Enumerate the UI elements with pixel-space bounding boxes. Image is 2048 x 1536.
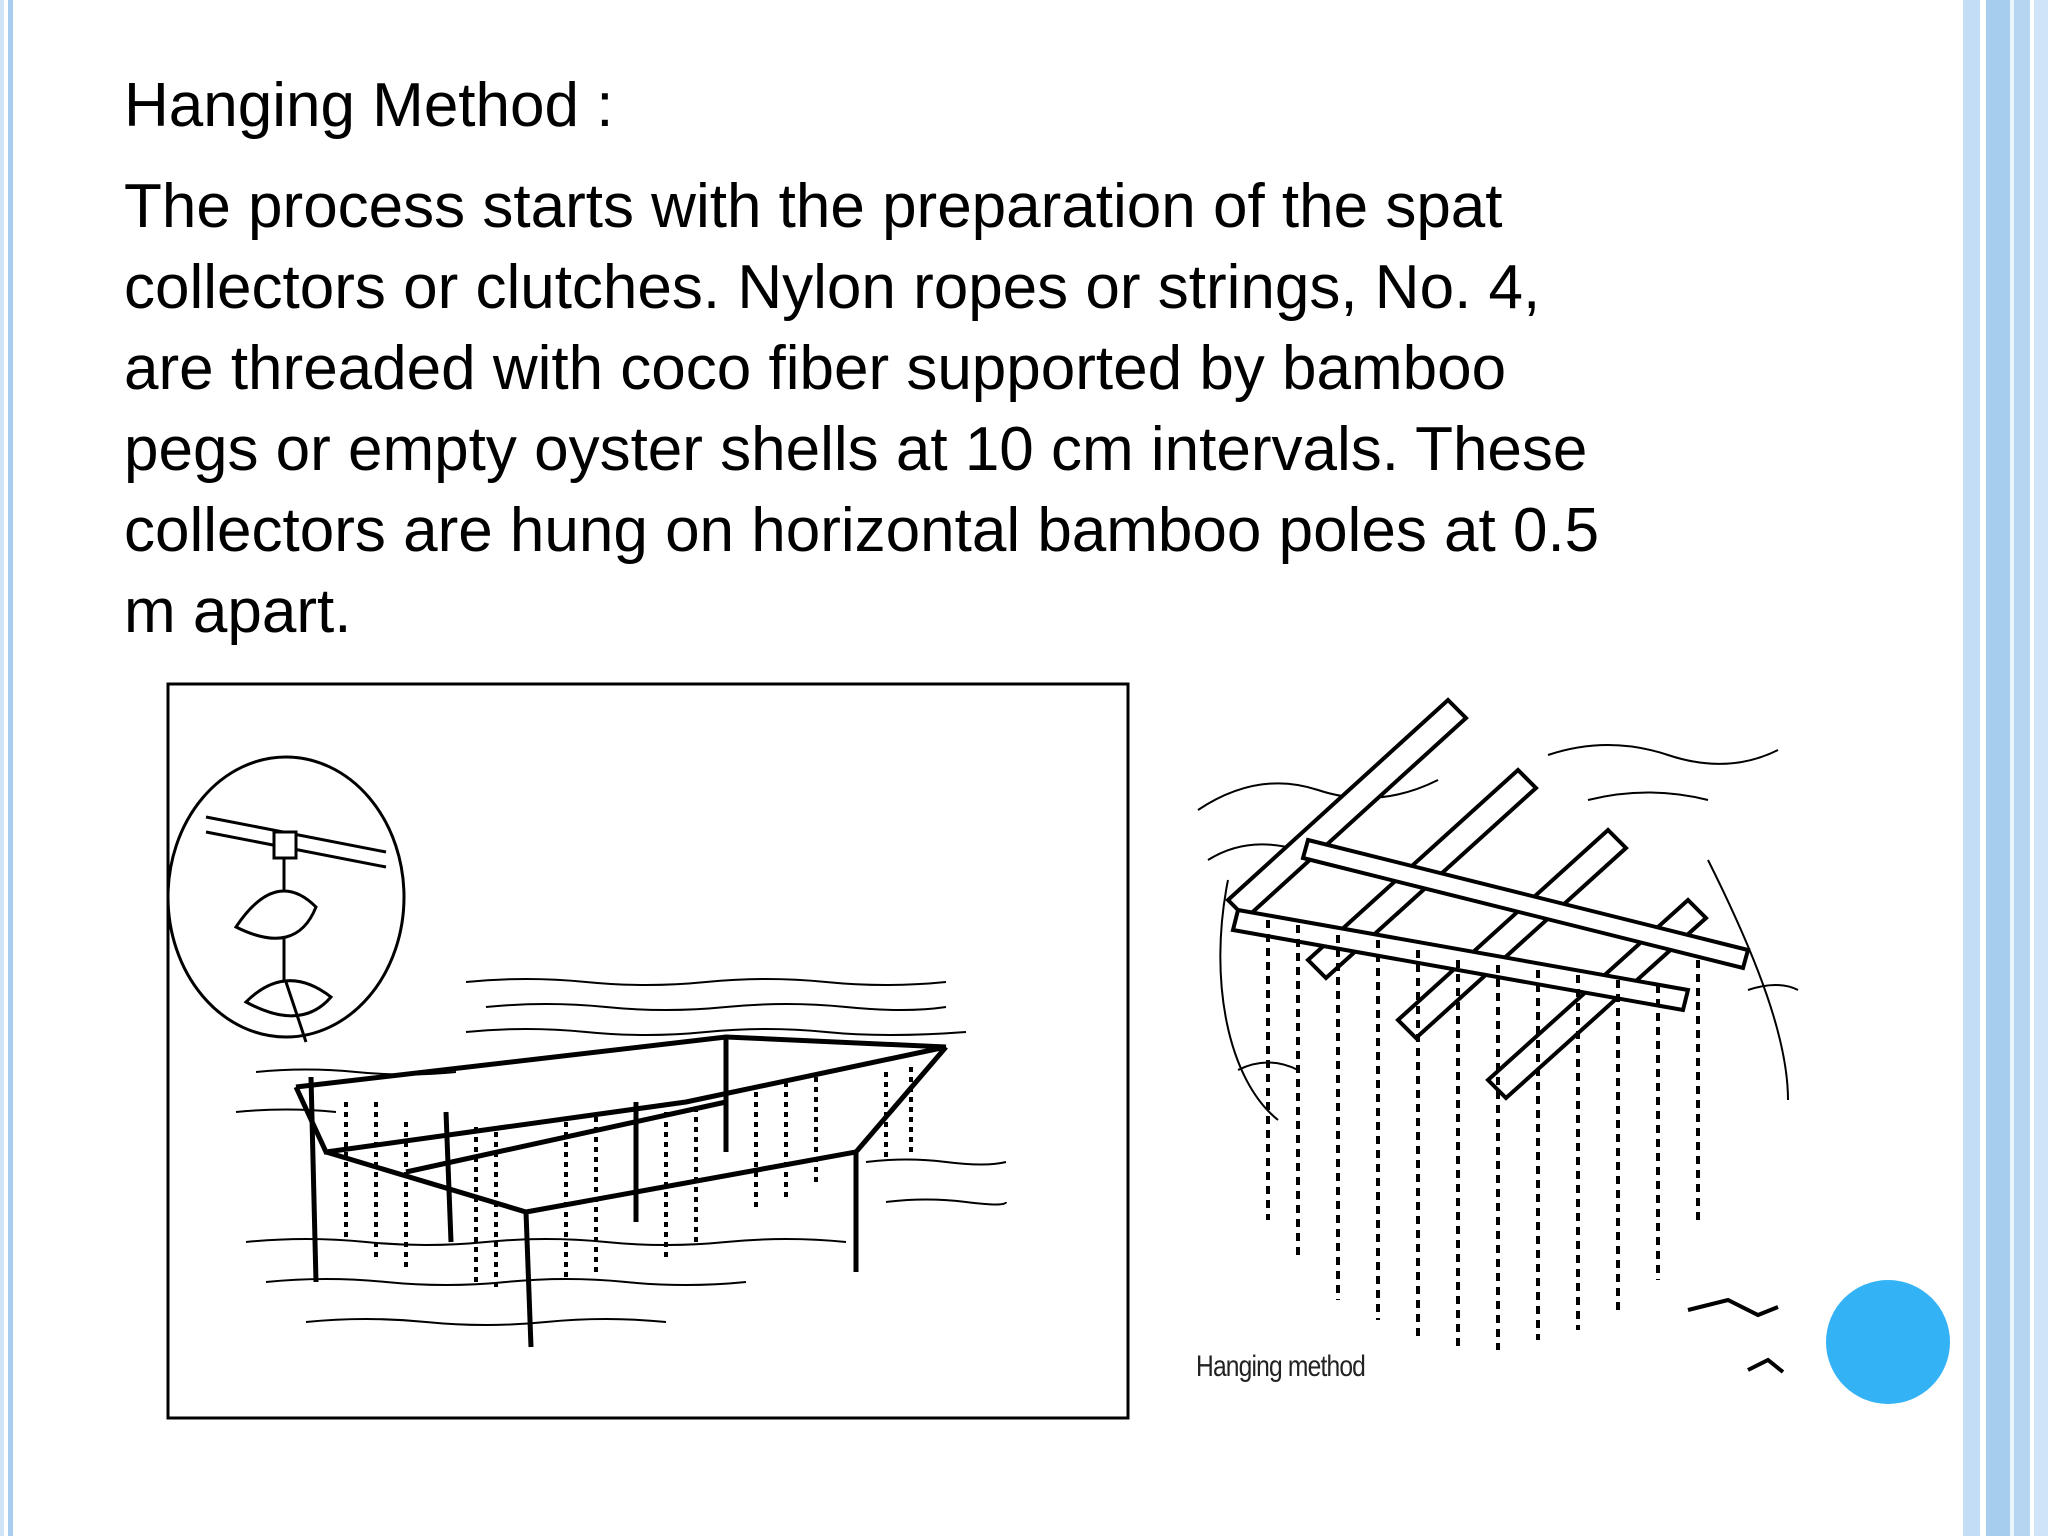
right-decorative-border xyxy=(1958,0,2048,1536)
slide-body-text xyxy=(124,166,1914,652)
oyster-rack-illustration xyxy=(166,682,1130,1420)
slide-title: Hanging Method : xyxy=(124,71,614,140)
body-line: The process starts with the preparation of the spat xyxy=(124,172,1503,241)
body-line: collectors are hung on horizontal bamboo poles at 0.5 xyxy=(124,496,1600,565)
body-line: m apart. xyxy=(124,577,352,646)
figure-caption: Hanging method xyxy=(1196,1350,1366,1383)
slide-marker-dot xyxy=(1826,1280,1950,1404)
body-line: collectors or clutches. Nylon ropes or strings, No. 4, xyxy=(124,253,1541,322)
bamboo-lattice-illustration xyxy=(1188,660,1808,1420)
body-line: are threaded with coco fiber supported by bamboo xyxy=(124,334,1507,403)
left-decorative-border xyxy=(0,0,20,1536)
body-line: pegs or empty oyster shells at 10 cm intervals. These xyxy=(124,415,1588,484)
